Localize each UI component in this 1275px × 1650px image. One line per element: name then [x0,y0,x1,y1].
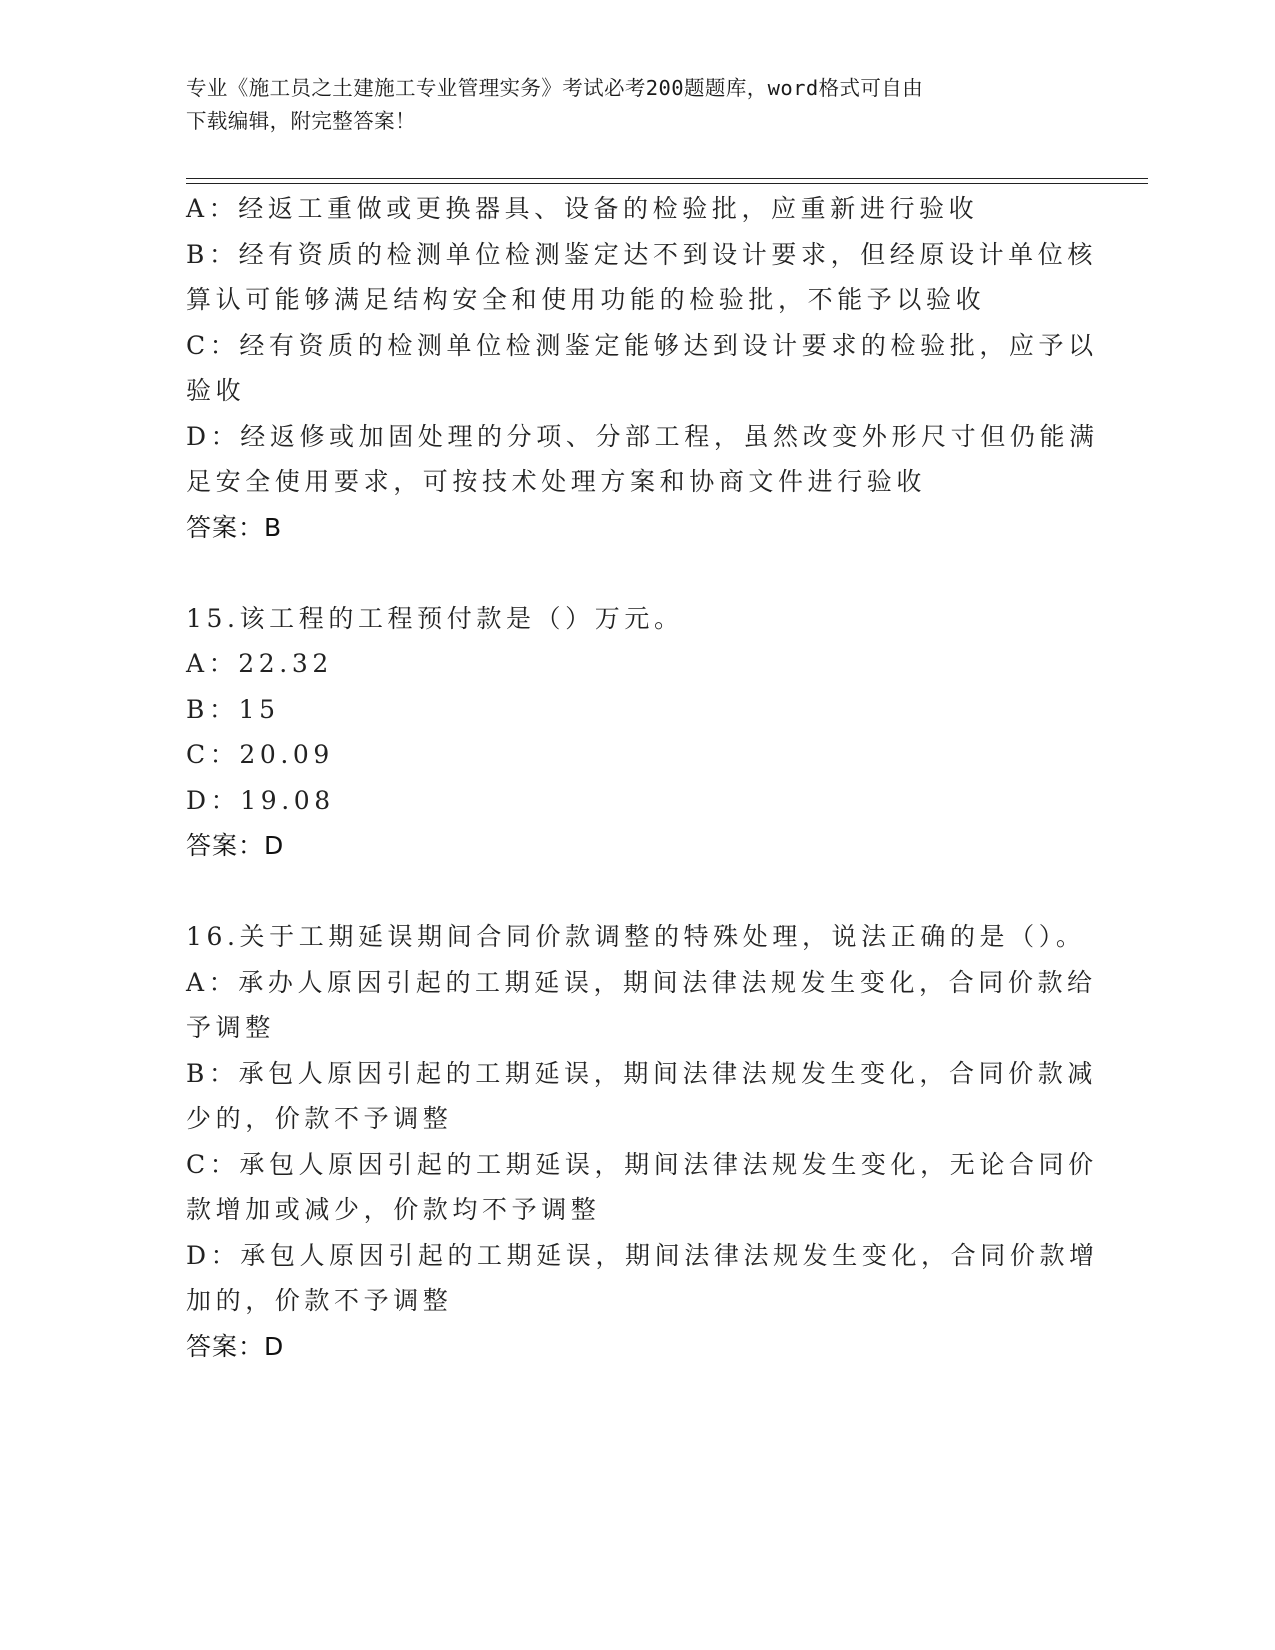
spacer [186,550,1076,596]
header-line-1: 专业《施工员之土建施工专业管理实务》考试必考200题题库，word格式可自由 [186,76,924,100]
q16-option-c-line-2: 款增加或减少，价款均不予调整 [186,1195,601,1224]
q14-option-d-line-2: 足安全使用要求，可按技术处理方案和协商文件进行验收 [186,467,927,496]
q16-question: 16.关于工期延误期间合同价款调整的特殊处理，说法正确的是（）。 [186,922,1086,951]
q16-option-d-line-2: 加的，价款不予调整 [186,1286,453,1315]
q14-option-c-line-2: 验收 [186,376,246,405]
q14-option-c-line-1: C：经有资质的检测单位检测鉴定能够达到设计要求的检验批，应予以 [186,330,1098,360]
q15-option-b: B：15 [186,694,280,724]
q15-option-a: A：22.32 [186,649,333,678]
q15-question: 15.该工程的工程预付款是（）万元。 [186,603,684,633]
q16-answer: 答案：D [186,1331,285,1361]
q14-option-a: A：经返工重做或更换器具、设备的检验批，应重新进行验收 [186,194,979,223]
spacer [186,869,1076,915]
q16-option-b-line-2: 少的，价款不予调整 [186,1104,453,1133]
header-rule-bottom [186,183,1148,184]
question-content [186,186,1099,1369]
document-header [186,72,1066,138]
q14-option-d-line-1: D：经返修或加固处理的分项、分部工程，虽然改变外形尺寸但仍能满 [186,421,1099,451]
q16-option-a-line-2: 予调整 [186,1013,275,1042]
q14-answer: 答案：B [186,512,283,542]
question-15 [186,596,1076,869]
q14-option-b-line-1: B：经有资质的检测单位检测鉴定达不到设计要求，但经原设计单位核 [186,239,1097,269]
q16-option-d-line-1: D：承包人原因引起的工期延误，期间法律法规发生变化，合同价款增 [186,1240,1099,1270]
q16-option-a-line-1: A：承办人原因引起的工期延误，期间法律法规发生变化，合同价款给 [186,967,1097,997]
header-rule-top [186,178,1148,179]
q15-answer: 答案：D [186,831,285,860]
q14-option-b-line-2: 算认可能够满足结构安全和使用功能的检验批，不能予以验收 [186,285,986,314]
q16-option-c-line-1: C：承包人原因引起的工期延误，期间法律法规发生变化，无论合同价 [186,1149,1098,1179]
header-line-2: 下载编辑，附完整答案！ [186,109,416,133]
q16-option-b-line-1: B：承包人原因引起的工期延误，期间法律法规发生变化，合同价款减 [186,1058,1097,1088]
q15-option-c: C：20.09 [186,740,334,769]
question-16 [186,914,1099,1369]
q15-option-d: D：19.08 [186,785,335,815]
question-14-options [186,186,1099,550]
